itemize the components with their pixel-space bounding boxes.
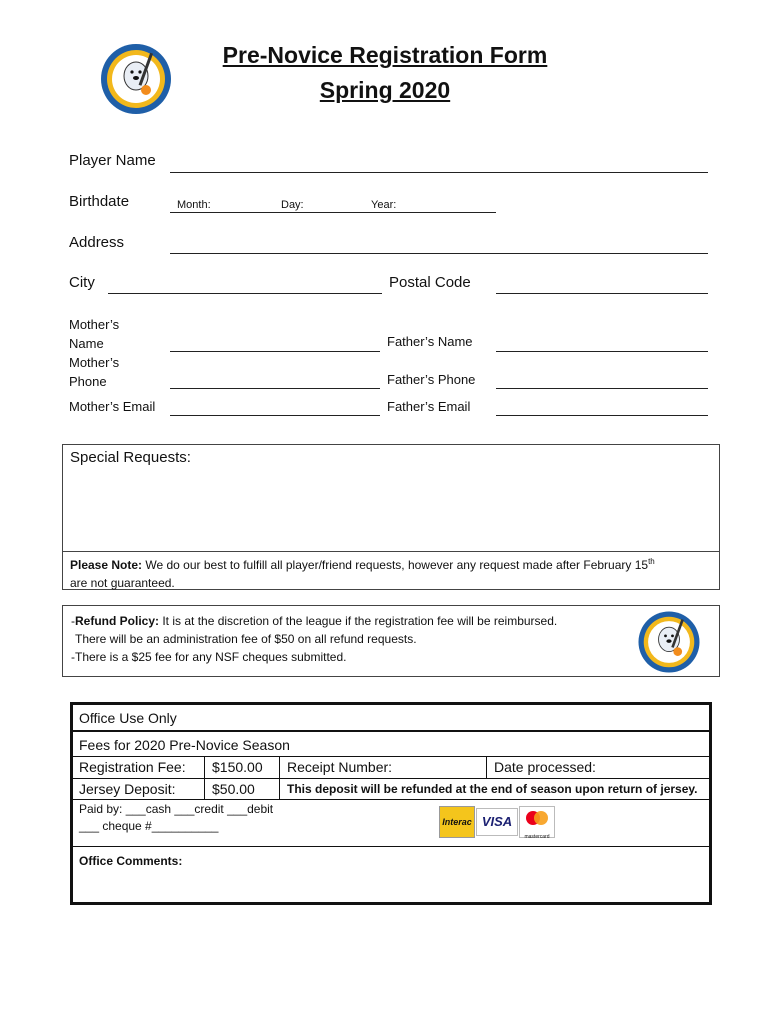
paid-by-options: Paid by: ___cash ___credit ___debit bbox=[79, 802, 274, 816]
payment-method bbox=[79, 801, 273, 835]
cheque-option: ___ cheque #__________ bbox=[79, 819, 219, 833]
mothers-phone-field[interactable] bbox=[170, 388, 380, 389]
special-requests-box bbox=[62, 444, 720, 590]
day-label: Day: bbox=[281, 199, 304, 211]
fathers-phone-label: Father’s Phone bbox=[387, 372, 476, 387]
postal-code-field[interactable] bbox=[496, 293, 708, 294]
birthdate-field[interactable] bbox=[170, 212, 496, 213]
mastercard-logo: mastercard bbox=[519, 806, 555, 838]
visa-logo: VISA bbox=[476, 808, 518, 836]
form-subtitle: Spring 2020 bbox=[319, 77, 451, 103]
form-title: Pre-Novice Registration Form bbox=[222, 42, 548, 68]
fathers-email-field[interactable] bbox=[496, 415, 708, 416]
postal-code-label: Postal Code bbox=[389, 274, 471, 291]
fathers-email-label: Father’s Email bbox=[387, 399, 471, 414]
office-comments-label: Office Comments: bbox=[79, 854, 183, 868]
office-comments-field[interactable] bbox=[73, 871, 709, 901]
address-label: Address bbox=[69, 234, 125, 251]
player-name-label: Player Name bbox=[69, 152, 156, 169]
special-requests-input[interactable] bbox=[63, 467, 719, 551]
address-field[interactable] bbox=[170, 253, 708, 254]
fathers-name-label: Father’s Name bbox=[387, 334, 473, 349]
fees-heading: Fees for 2020 Pre-Novice Season bbox=[79, 737, 290, 753]
mothers-phone-label: Mother’s Phone bbox=[69, 355, 120, 389]
month-label: Month: bbox=[177, 199, 211, 211]
mothers-name-label: Mother’s Name bbox=[69, 317, 120, 351]
refund-policy-box bbox=[62, 605, 720, 677]
mothers-email-field[interactable] bbox=[170, 415, 380, 416]
office-use-heading: Office Use Only bbox=[79, 710, 177, 726]
jersey-deposit-label: Jersey Deposit: bbox=[79, 781, 176, 797]
office-use-section bbox=[70, 702, 712, 905]
league-logo-small bbox=[635, 608, 703, 676]
city-label: City bbox=[69, 274, 95, 291]
jersey-deposit-note: This deposit will be refunded at the end of season upon return of jersey. bbox=[287, 782, 698, 796]
city-field[interactable] bbox=[108, 293, 382, 294]
birthdate-label: Birthdate bbox=[69, 193, 130, 210]
player-name-field[interactable] bbox=[170, 172, 708, 173]
interac-logo: Interac bbox=[439, 806, 475, 838]
special-requests-note: Please Note: We do our best to fulfill all player/friend requests, however any request made after February 15th are not guaranteed. bbox=[70, 557, 655, 590]
date-processed-label: Date processed: bbox=[494, 759, 596, 775]
refund-policy-text: -Refund Policy: It is at the discretion of the league if the registration fee will be reimbursed. There will be an administration fee of $50 on all refund requests. -There is a $25 fee for any NSF cheques submitted. bbox=[71, 614, 558, 664]
receipt-number-label: Receipt Number: bbox=[287, 759, 393, 775]
mothers-email-label: Mother’s Email bbox=[69, 399, 156, 414]
fathers-name-field[interactable] bbox=[496, 351, 708, 352]
fathers-phone-field[interactable] bbox=[496, 388, 708, 389]
year-label: Year: bbox=[371, 199, 397, 211]
registration-fee-value: $150.00 bbox=[212, 759, 263, 775]
registration-fee-label: Registration Fee: bbox=[79, 759, 186, 775]
special-requests-heading: Special Requests: bbox=[70, 449, 191, 466]
jersey-deposit-value: $50.00 bbox=[212, 781, 255, 797]
mastercard-circles-icon bbox=[520, 807, 554, 829]
mothers-name-field[interactable] bbox=[170, 351, 380, 352]
